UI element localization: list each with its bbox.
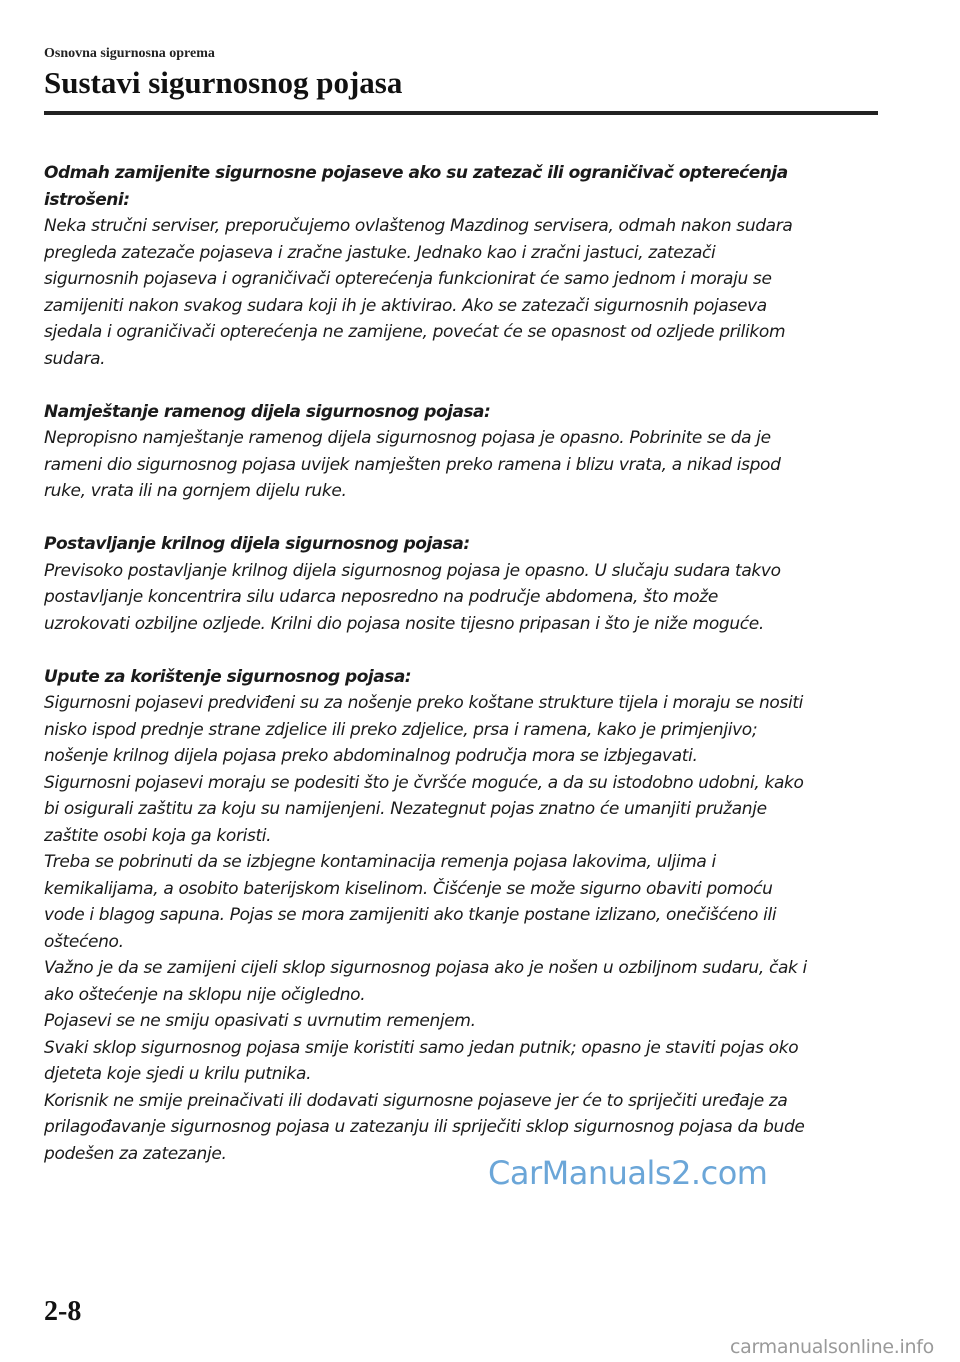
page-header <box>44 46 878 115</box>
paragraph-line: pregleda zatezače pojaseva i zračne jastuke. Jednako kao i zračni jastuci, zatezači <box>44 242 716 263</box>
paragraph-heading: Odmah zamijenite sigurnosne pojaseve ako su zatezač ili ograničivač opterećenja istrošeni: <box>44 163 788 210</box>
chapter-title: Sustavi sigurnosnog pojasa <box>44 65 403 100</box>
paragraph-line: Korisnik ne smije preinačivati ili dodavati sigurnosne pojaseve jer će to spriječiti uređaje za <box>44 1090 788 1111</box>
paragraph-line: vode i blagog sapuna. Pojas se mora zamijeniti ako tkanje postane izlizano, onečišćeno ili <box>44 905 777 925</box>
paragraph-line: sigurnosnih pojaseva i ograničivači opterećenja funkcionirat će samo jednom i moraju se <box>44 269 772 289</box>
paragraph-line: Sigurnosni pojasevi moraju se podesiti što je čvršće moguće, a da su istodobno udobni, kako <box>44 772 804 793</box>
title-divider <box>44 111 878 115</box>
watermark-text: CarManuals2.com <box>488 1154 768 1192</box>
paragraph-line: nisko ispod prednje strane zdjelice ili preko zdjelice, prsa i ramena, kako je primjenjivo; <box>44 719 758 740</box>
paragraph-line: Treba se pobrinuti da se izbjegne kontaminacija remenja pojasa lakovima, uljima i <box>44 852 716 872</box>
paragraph-line: rameni dio sigurnosnog pojasa uvijek namješten preko ramena i blizu vrata, a nikad ispod <box>44 454 781 475</box>
paragraph-line: Nepropisno namještanje ramenog dijela sigurnosnog pojasa je opasno. Pobrinite se da je <box>44 428 771 448</box>
paragraph <box>44 160 876 372</box>
paragraph-line: Neka stručni serviser, preporučujemo ovlaštenog Mazdinog servisera, odmah nakon sudara <box>44 216 793 236</box>
paragraph-line: Važno je da se zamijeni cijeli sklop sigurnosnog pojasa ako je nošen u ozbiljnom sudaru, čak i <box>44 958 807 978</box>
paragraph-line: zamijeniti nakon svakog sudara koji ih je aktivirao. Ako se zatezači sigurnosnih pojaseva <box>44 295 767 316</box>
paragraph-line: zaštite osobi koja ga koristi. <box>44 825 272 846</box>
paragraph-line: uzrokovati ozbiljne ozljede. Krilni dio pojasa nosite tijesno pripasan i što je niže moguće. <box>44 613 764 634</box>
section-label: Osnovna sigurnosna oprema <box>44 46 215 61</box>
paragraph-line: Pojasevi se ne smiju opasivati s uvrnutim remenjem. <box>44 1011 476 1031</box>
paragraph-line: podešen za zatezanje. <box>44 1143 227 1164</box>
paragraph-line: sudara. <box>44 348 106 369</box>
paragraph-line: ruke, vrata ili na gornjem dijelu ruke. <box>44 481 347 501</box>
paragraph-heading: Upute za korištenje sigurnosnog pojasa: <box>44 666 412 687</box>
page-number: 2-8 <box>44 1296 82 1327</box>
paragraph-line: postavljanje koncentrira silu udarca neposredno na područje abdomena, što može <box>44 587 718 607</box>
paragraph-line: prilagođavanje sigurnosnog pojasa u zatezanju ili spriječiti sklop sigurnosnog pojasa da bude <box>44 1117 805 1137</box>
paragraph <box>44 531 876 637</box>
paragraph-line: ako oštećenje na sklopu nije očigledno. <box>44 984 366 1005</box>
paragraph-line: Previsoko postavljanje krilnog dijela sigurnosnog pojasa je opasno. U slučaju sudara takvo <box>44 560 781 581</box>
paragraph-line: bi osigurali zaštitu za koju su namijenjeni. Nezategnut pojas znatno će umanjiti pružanje <box>44 799 767 819</box>
paragraph-heading: Namještanje ramenog dijela sigurnosnog pojasa: <box>44 401 491 422</box>
paragraph-line: oštećeno. <box>44 931 124 952</box>
paragraph-line: djeteta koje sjedi u krilu putnika. <box>44 1064 312 1084</box>
paragraph-heading: Postavljanje krilnog dijela sigurnosnog pojasa: <box>44 534 470 554</box>
paragraph-line: nošenje krilnog dijela pojasa preko abdominalnog područja mora se izbjegavati. <box>44 746 698 766</box>
paragraph-line: Sigurnosni pojasevi predviđeni su za nošenje preko koštane strukture tijela i moraju se nositi <box>44 693 804 713</box>
paragraph <box>44 399 876 505</box>
warning-content <box>44 160 876 1194</box>
paragraph <box>44 664 876 1168</box>
paragraph-line: Svaki sklop sigurnosnog pojasa smije koristiti samo jedan putnik; opasno je staviti pojas oko <box>44 1037 799 1058</box>
paragraph-line: kemikalijama, a osobito baterijskom kiselinom. Čišćenje se može sigurno obaviti pomoću <box>44 878 773 899</box>
paragraph-line: sjedala i ograničivači opterećenja ne zamijene, povećat će se opasnost od ozljede prilikom <box>44 322 786 342</box>
footer-logo-text: carmanualsonline.info <box>730 1336 934 1358</box>
